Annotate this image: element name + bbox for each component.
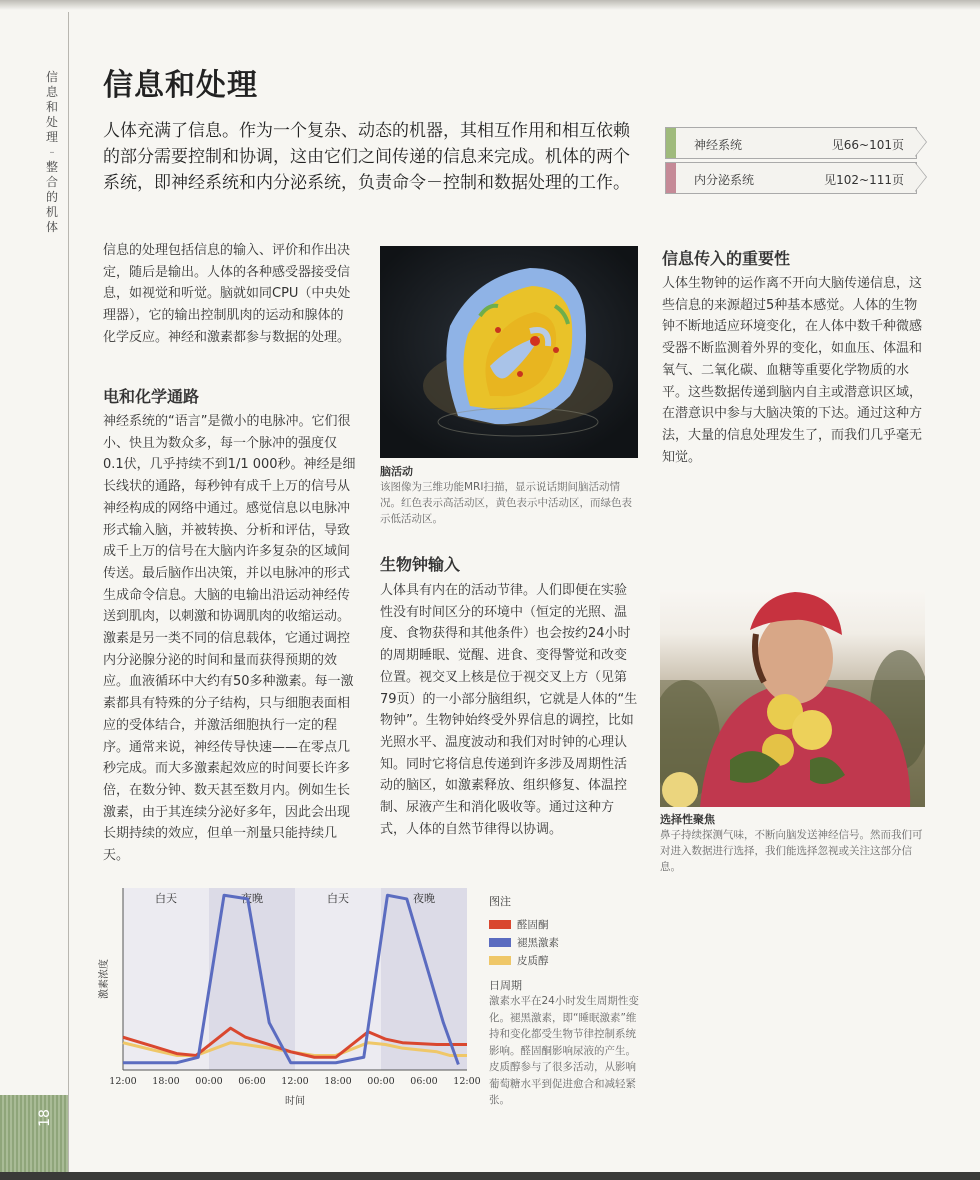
chart-band-label: 夜晚 <box>241 892 263 905</box>
legend-item-melatonin <box>489 933 649 951</box>
col2-paragraph: 人体具有内在的活动节律。人们即便在实验性没有时间区分的环境中（恒定的光照、温度、食物获得和其他条件）也会按约24小时的周期睡眠、觉醒、进食、变得警觉和改变位置。视交叉上核是位于视交叉上方（见第79页）的一小部分脑组织，它就是人体的“生物钟”。生物钟始终受外界信息的调控，比如光照水平、温度波动和我们对时钟的心理认知。同时它将信息传递到许多涉及周期性活动的脑区，如激素释放、组织修复、体温控制、尿液产生和消化吸收等。通过这种方式，人体的自然节律得以协调。 <box>380 583 638 837</box>
hormone-cycle-chart <box>95 880 485 1110</box>
chart-x-tick-label: 12:00 <box>453 1076 481 1087</box>
heading-electric-chemical: 电和化学通路 <box>103 387 200 406</box>
page-top-edge <box>0 0 980 10</box>
chart-x-tick-label: 06:00 <box>410 1076 438 1087</box>
legend-swatch <box>489 920 511 929</box>
chart-band-label: 白天 <box>327 892 349 905</box>
legend-item-cortisol <box>489 951 649 969</box>
chart-x-tick-label: 06:00 <box>238 1076 266 1087</box>
col1-paragraph-2: 神经系统的“语言”是微小的电脉冲。它们很小、快且为数众多，每一个脉冲的强度仅0.1伏，几乎持续不到1/1 000秒。神经是细长线状的通路，每秒钟有成千上万的信号从神经构成的网络中通过。感觉信息以电脉冲形式输入脑，并被转换、分析和评估，导致成千上万的信号在大脑内许多复杂的区域间传送。最后脑作出决策，并以电脉冲的形式生成命令信息。大脑的电输出沿运动神经传送到肌肉，以刺激和协调肌肉的收缩运动。激素是另一类不同的信息载体，它通过调控内分泌腺分泌的时间和量而获得预期的效应。血液循环中大约有50多种激素。每一激素都具有特殊的分子结构，只与细胞表面相应的受体结合，并激活细胞执行一定的程序。通常来说，神经传导快速——在零点几秒完成。而大多激素起效应的时间要长许多倍，在数分钟、数天甚至数月内。例如生长激素，由于其连续分泌好多年，因此会出现长期持续的效应，但单一剂量只能持续几天。 <box>103 414 356 864</box>
brain-caption-title: 脑活动 <box>380 465 413 478</box>
chart-x-tick-label: 12:00 <box>281 1076 309 1087</box>
page-number-bar <box>0 1095 68 1173</box>
legend-label: 褪黑激素 <box>517 936 559 949</box>
chart-x-tick-label: 00:00 <box>195 1076 223 1087</box>
chart-caption <box>489 977 645 1109</box>
section-vertical-subtitle: 整合的机体 <box>45 160 58 234</box>
chart-band-label: 白天 <box>155 892 177 905</box>
chart-x-axis-label: 时间 <box>285 1096 305 1107</box>
legend-swatch <box>489 938 511 947</box>
xref-page-ref: 见102~111页 <box>824 173 904 187</box>
hormone-chart-svg <box>95 880 485 1110</box>
chart-band-label: 夜晚 <box>413 892 435 905</box>
brain-mri-image <box>380 246 638 458</box>
xref-color-tab <box>666 128 676 158</box>
brain-caption-text: 该图像为三维功能MRI扫描，显示说话期间脑活动情况。红色表示高活动区，黄色表示中活动区，而绿色表示低活动区。 <box>380 481 632 525</box>
xref-nervous-system[interactable] <box>665 127 929 157</box>
left-margin-rule <box>68 12 69 1172</box>
woman-smelling-roses-photo <box>660 590 925 807</box>
col3-paragraph: 人体生物钟的运作离不开向大脑传递信息，这些信息的来源超过5种基本感觉。人体的生物钟不断地适应环境变化，在人体中数千种微感受器不断监测着外界的变化，如血压、体温和氧气、二氧化碳、血糖等重要化学物质的水平。这些数据传递到脑内自主或潜意识区域，在潜意识中参与大脑决策的下达。通过这种方法，大量的信息处理发生了，而我们几乎毫无知觉。 <box>662 276 923 465</box>
chart-x-tick-label: 00:00 <box>367 1076 395 1087</box>
xref-label: 内分泌系统 <box>694 173 755 187</box>
section-vertical-label: 信息和处理 – 整合的机体 <box>45 70 58 234</box>
chart-caption-text: 激素水平在24小时发生周期性变化。褪黑激素，即“睡眠激素”维持和变化都受生物节律控制系统影响。醛固酮影响尿液的产生。皮质醇参与了很多活动，从影响葡萄糖水平到促进愈合和减轻紧张。 <box>489 995 639 1106</box>
chart-x-tick-label: 18:00 <box>152 1076 180 1087</box>
page-bottom-edge <box>0 1172 980 1180</box>
xref-page-ref: 见66~101页 <box>831 138 904 152</box>
brain-caption <box>380 463 638 527</box>
brain-mri-graphic <box>380 246 638 458</box>
legend-title: 图注 <box>489 895 511 908</box>
chart-x-tick-label: 18:00 <box>324 1076 352 1087</box>
chart-x-tick-label: 12:00 <box>109 1076 137 1087</box>
page-title: 信息和处理 <box>103 68 258 103</box>
col1-paragraph-1: 信息的处理包括信息的输入、评价和作出决定，随后是输出。人体的各种感受器接受信息，如视觉和听觉。脑就如同CPU（中央处理器），它的输出控制肌肉的运动和腺体的化学反应。神经和激素都参与数据的处理。 <box>103 243 351 345</box>
heading-information-input: 信息传入的重要性 <box>662 249 791 268</box>
heading-biological-clock: 生物钟输入 <box>380 555 461 574</box>
photo-graphic <box>660 590 925 807</box>
chart-legend <box>489 893 649 969</box>
legend-label: 皮质醇 <box>517 954 549 967</box>
legend-swatch <box>489 956 511 965</box>
xref-label: 神经系统 <box>694 138 743 152</box>
photo-caption <box>660 811 926 875</box>
chart-caption-title: 日周期 <box>489 979 522 992</box>
page-number: 18 <box>36 1109 53 1127</box>
legend-label: 醛固酮 <box>517 918 549 931</box>
section-vertical-title: 信息和处理 <box>45 70 58 144</box>
photo-caption-title: 选择性聚焦 <box>660 813 715 826</box>
xref-color-tab <box>666 163 676 193</box>
chart-y-axis-label: 激素浓度 <box>99 959 110 999</box>
xref-endocrine-system[interactable] <box>665 162 929 192</box>
intro-paragraph: 人体充满了信息。作为一个复杂、动态的机器，其相互作用和相互依赖的部分需要控制和协调，这由它们之间传递的信息来完成。机体的两个系统，即神经系统和内分泌系统，负责命令－控制和数据处理的工作。 <box>103 121 630 193</box>
legend-item-aldosterone <box>489 915 649 933</box>
photo-caption-text: 鼻子持续探测气味，不断向脑发送神经信号。然而我们可对进入数据进行选择，我们能选择忽视或关注这部分信息。 <box>660 829 923 873</box>
